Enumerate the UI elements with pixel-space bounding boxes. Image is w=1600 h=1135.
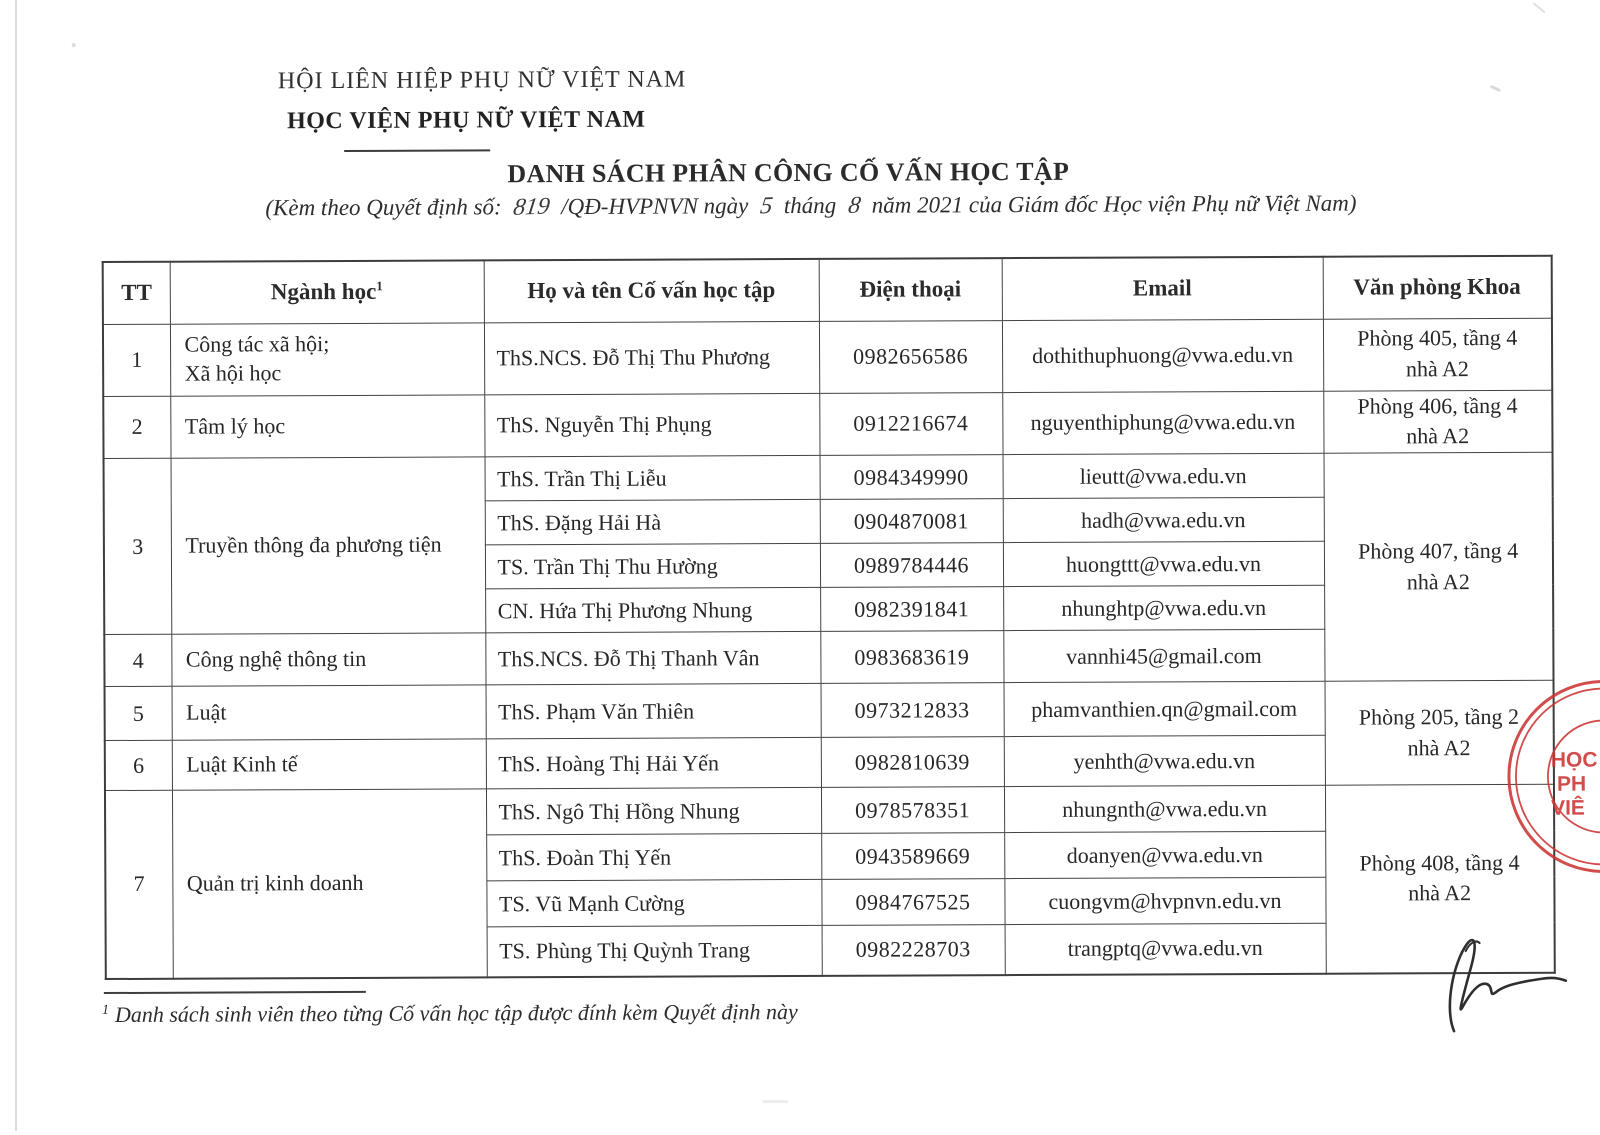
tt-cell: 5 [105, 686, 172, 740]
email-cell: doanyen@vwa.edu.vn [1004, 831, 1325, 878]
email-cell: trangptq@vwa.edu.vn [1005, 923, 1326, 974]
footnote [102, 999, 798, 1028]
table-row [105, 680, 1554, 740]
footnote-text: Danh sách sinh viên theo từng Cố vấn học tập được đính kèm Quyết định này [114, 999, 798, 1027]
phone-cell: 0982656586 [819, 320, 1002, 393]
document-title: DANH SÁCH PHÂN CÔNG CỐ VẤN HỌC TẬP [507, 156, 1070, 189]
advisor-name-cell: ThS.NCS. Đỗ Thị Thu Phương [484, 321, 819, 394]
office-cell: Phòng 407, tầng 4 nhà A2 [1324, 452, 1554, 681]
major-cell: Công nghệ thông tin [171, 633, 485, 686]
header-tt: TT [103, 262, 170, 324]
scan-speck [1533, 2, 1546, 13]
phone-cell: 0983683619 [820, 631, 1003, 684]
header-major: Ngành học$^1$ [170, 260, 484, 323]
office-cell: Phòng 405, tầng 4 nhà A2 [1323, 318, 1552, 391]
footnote-rule [104, 991, 366, 994]
decision-number-handwritten: 819 [511, 193, 552, 221]
phone-cell: 0989784446 [820, 543, 1003, 588]
tt-cell: 3 [104, 458, 172, 634]
signature-mark [1414, 923, 1585, 1039]
phone-cell: 0984349990 [820, 455, 1003, 500]
major-cell: Truyền thông đa phương tiện [171, 457, 486, 634]
office-cell: Phòng 406, tầng 4 nhà A2 [1323, 390, 1552, 454]
header-footnote-marker: 1 [376, 278, 383, 294]
subtitle-mid2: tháng [783, 192, 837, 219]
stamp-center-line3: VIÊ [1551, 796, 1585, 820]
major-cell: Luật Kinh tế [172, 739, 486, 790]
header-phone: Điện thoại [819, 258, 1002, 321]
document-subtitle [0, 189, 1600, 223]
email-cell: dothithuphuong@vwa.edu.vn [1002, 319, 1323, 392]
phone-cell: 0943589669 [821, 833, 1004, 880]
stamp-center-line2: PH [1556, 772, 1587, 796]
scan-speck [762, 1100, 788, 1103]
header-email: Email [1002, 257, 1323, 320]
email-cell: cuongvm@hvpnvn.edu.vn [1004, 877, 1325, 924]
phone-cell: 0982391841 [820, 587, 1003, 632]
email-cell: nhungnth@vwa.edu.vn [1004, 785, 1325, 832]
advisor-name-cell: TS. Phùng Thị Quỳnh Trang [487, 926, 822, 977]
advisor-name-cell: ThS. Đoàn Thị Yến [486, 834, 821, 881]
table-row [104, 452, 1553, 502]
phone-cell: 0982228703 [822, 925, 1005, 976]
email-cell: hadh@vwa.edu.vn [1003, 497, 1324, 542]
advisor-name-cell: ThS.NCS. Đỗ Thị Thanh Vân [485, 632, 820, 685]
tt-cell: 6 [105, 740, 172, 790]
org-academy-name: HỌC VIỆN PHỤ NỮ VIỆT NAM [286, 106, 646, 135]
table-row [103, 390, 1552, 459]
org-parent-name: HỘI LIÊN HIỆP PHỤ NỮ VIỆT NAM [277, 66, 687, 95]
subtitle-prefix: (Kèm theo Quyết định số: [265, 194, 502, 221]
table-header-row [103, 256, 1552, 324]
major-cell: Luật [172, 685, 486, 740]
tt-cell: 7 [105, 790, 173, 978]
tt-cell: 4 [104, 634, 171, 686]
advisor-name-cell: ThS. Nguyễn Thị Phụng [484, 393, 819, 457]
scan-speck [1490, 85, 1501, 92]
email-cell: lieutt@vwa.edu.vn [1003, 453, 1324, 498]
table-row [103, 318, 1552, 396]
official-red-stamp-icon [1494, 663, 1600, 889]
footnote-marker: 1 [101, 1002, 109, 1018]
header-office: Văn phòng Khoa [1323, 256, 1552, 319]
phone-cell: 0912216674 [819, 392, 1002, 455]
decision-month-handwritten: 8 [846, 192, 862, 219]
advisor-name-cell: ThS. Đặng Hải Hà [485, 500, 820, 545]
office-cell: Phòng 205, tầng 2 nhà A2 [1325, 680, 1554, 785]
office-cell: Phòng 408, tầng 4 nhà A2 [1325, 784, 1555, 973]
subtitle-mid1: /QĐ-HVPNVN ngày [561, 193, 749, 220]
advisor-name-cell: ThS. Phạm Văn Thiên [486, 684, 821, 739]
table-row [105, 784, 1554, 836]
major-cell: Công tác xã hội; Xã hội học [170, 322, 484, 395]
scan-speck [72, 43, 76, 47]
advisor-name-cell: ThS. Ngô Thị Hồng Nhung [486, 788, 821, 835]
tt-cell: 2 [103, 396, 170, 459]
email-cell: nhunghtp@vwa.edu.vn [1003, 585, 1324, 630]
email-cell: yenhth@vwa.edu.vn [1004, 735, 1325, 786]
advisor-assignment-table [102, 255, 1556, 980]
email-cell: vannhi45@gmail.com [1003, 629, 1324, 682]
header-advisor-name: Họ và tên Cố vấn học tập [484, 259, 819, 322]
phone-cell: 0982810639 [821, 737, 1004, 788]
major-cell: Tâm lý học [170, 394, 484, 458]
decision-day-handwritten: 5 [758, 192, 774, 220]
advisor-name-cell: TS. Vũ Mạnh Cường [486, 880, 821, 927]
email-cell: huongttt@vwa.edu.vn [1003, 541, 1324, 586]
email-cell: phamvanthien.qn@gmail.com [1004, 681, 1325, 736]
phone-cell: 0973212833 [821, 683, 1004, 738]
phone-cell: 0904870081 [820, 499, 1003, 544]
phone-cell: 0984767525 [821, 879, 1004, 926]
org-name-underline [344, 149, 490, 152]
advisor-name-cell: TS. Trần Thị Thu Hường [485, 544, 820, 589]
advisor-name-cell: CN. Hứa Thị Phương Nhung [485, 588, 820, 633]
phone-cell: 0978578351 [821, 787, 1004, 834]
email-cell: nguyenthiphung@vwa.edu.vn [1002, 391, 1323, 455]
advisor-name-cell: ThS. Trần Thị Liễu [485, 456, 820, 501]
major-cell: Quản trị kinh doanh [172, 789, 487, 978]
tt-cell: 1 [103, 324, 170, 396]
subtitle-suffix: năm 2021 của Giám đốc Học viện Phụ nữ Việt Nam) [871, 190, 1357, 218]
stamp-center-line1: HỌC [1550, 748, 1598, 772]
advisor-name-cell: ThS. Hoàng Thị Hải Yến [486, 738, 821, 789]
